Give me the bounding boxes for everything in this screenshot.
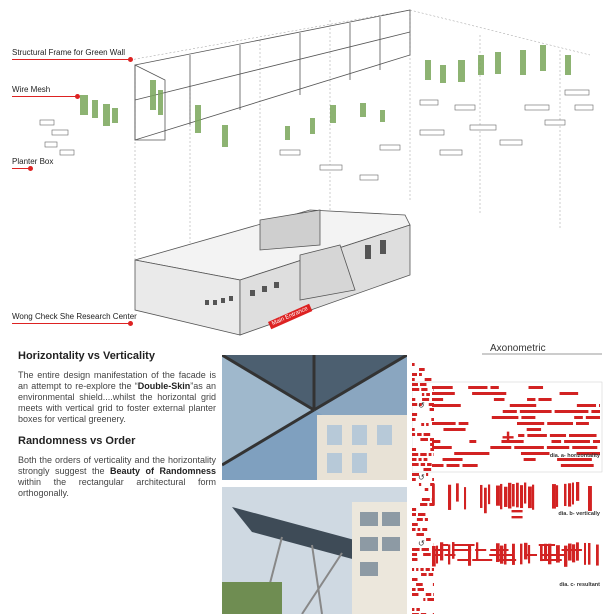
callout-dot — [75, 94, 80, 99]
pattern-bar — [412, 453, 418, 456]
pattern-bar — [564, 440, 590, 443]
pattern-bar — [432, 464, 444, 467]
pattern-bar — [457, 559, 468, 561]
pattern-bar — [412, 398, 415, 401]
pattern-bar — [584, 543, 586, 565]
callout-line — [12, 59, 130, 60]
pattern-bar — [564, 484, 566, 506]
pattern-bar — [521, 416, 535, 419]
pattern-bar — [539, 544, 555, 546]
pattern-bar — [447, 464, 460, 467]
pattern-bar — [544, 544, 547, 560]
equals-sign: = — [510, 502, 524, 527]
pattern-bar — [430, 483, 434, 486]
para1-text-b: ”as an environmental shield....whilst the horizontal grid meets with vertical grid to foster external planter boxes for vertical greenery. — [18, 381, 216, 424]
pattern-bar — [412, 378, 415, 381]
pattern-bar — [568, 483, 571, 506]
pattern-bar — [452, 544, 474, 546]
pattern-bar — [433, 583, 434, 586]
skylight-illustration — [222, 355, 407, 480]
callout-dot — [128, 321, 133, 326]
pattern-bar — [572, 483, 574, 505]
pattern-bar — [588, 486, 592, 511]
pattern-bar — [426, 568, 430, 571]
pattern-bar — [417, 518, 423, 521]
pattern-bar — [429, 503, 434, 506]
diagram-a-horizontality — [412, 382, 602, 472]
pattern-bar — [418, 513, 425, 516]
caption-c: dia. c- resultant — [559, 582, 600, 588]
pattern-bar — [430, 443, 434, 446]
pattern-bar — [454, 452, 489, 455]
pattern-bar — [468, 544, 471, 566]
photo-skylight-canopy — [222, 355, 407, 480]
pattern-bar — [588, 543, 590, 565]
pattern-bar — [422, 548, 429, 551]
label-wire-mesh: Wire Mesh — [12, 85, 51, 94]
pattern-bar — [430, 438, 434, 441]
pattern-bar — [416, 608, 419, 611]
pattern-bar — [490, 549, 508, 551]
pattern-bar — [517, 422, 544, 425]
pattern-bar — [541, 554, 566, 556]
pattern-bar — [496, 559, 516, 561]
pattern-bar — [492, 416, 519, 419]
pattern-bar — [412, 413, 417, 416]
pattern-bar — [419, 483, 421, 486]
pattern-bar — [420, 568, 423, 571]
pattern-bar — [550, 434, 566, 437]
pattern-bar — [527, 434, 547, 437]
pattern-bar — [475, 549, 486, 551]
pattern-bar — [527, 428, 541, 431]
pattern-bar — [420, 438, 428, 441]
pattern-bar — [425, 518, 428, 521]
pattern-bar — [576, 542, 579, 560]
pattern-bar — [433, 593, 434, 596]
pattern-bar — [524, 483, 526, 504]
pattern-bar — [421, 463, 425, 466]
pattern-bar — [412, 593, 418, 596]
pattern-bar — [500, 484, 502, 509]
para1-text-a: The entire design manifestation of the facade is an attempt to re-explore the “ — [18, 370, 216, 391]
pattern-bar — [412, 383, 418, 386]
pattern-bar — [596, 545, 599, 566]
pattern-bar — [412, 553, 417, 556]
pattern-bar — [528, 487, 532, 509]
pattern-bar — [430, 408, 434, 411]
paragraph-randomness — [18, 455, 216, 499]
pattern-bar — [538, 398, 551, 401]
pattern-bar — [423, 553, 431, 556]
pattern-bar — [423, 468, 431, 471]
pattern-bar — [556, 485, 558, 507]
pattern-bar — [552, 440, 562, 443]
pattern-bar — [416, 583, 423, 586]
pattern-bar — [424, 433, 431, 436]
pattern-bar — [540, 545, 543, 561]
pattern-bar — [412, 568, 414, 571]
pattern-bar — [547, 446, 569, 449]
pattern-bar — [432, 398, 443, 401]
pattern-bar — [426, 393, 430, 396]
pattern-bar — [503, 410, 517, 413]
pattern-bar — [423, 598, 425, 601]
pattern-bar — [420, 383, 427, 386]
pattern-bar — [412, 588, 416, 591]
facade-diagram-panel — [412, 342, 605, 614]
pattern-bar — [412, 403, 417, 406]
pattern-bar — [429, 573, 434, 576]
canopy-illustration — [222, 487, 407, 614]
pattern-bar — [472, 392, 506, 395]
pattern-bar — [432, 498, 434, 501]
pattern-bar — [488, 484, 490, 504]
pattern-bar — [421, 388, 427, 391]
paragraph-double-skin — [18, 370, 216, 425]
pattern-bar — [521, 452, 550, 455]
pattern-bar — [524, 458, 536, 461]
pattern-bar — [552, 484, 556, 509]
pattern-bar — [529, 386, 544, 389]
pattern-bar — [586, 416, 600, 419]
pattern-bar — [593, 440, 600, 443]
pattern-bar — [456, 483, 459, 501]
pattern-bar — [452, 549, 471, 551]
pattern-bar — [412, 388, 419, 391]
pattern-bar — [419, 373, 422, 376]
pattern-bar — [412, 373, 417, 376]
pattern-bar — [426, 538, 431, 541]
pattern-bar — [443, 428, 465, 431]
pattern-bar — [432, 568, 434, 571]
pattern-bar — [469, 440, 476, 443]
pattern-bar — [418, 588, 424, 591]
pattern-bar — [412, 428, 415, 431]
pattern-bar — [421, 573, 427, 576]
pattern-bar — [424, 458, 428, 461]
pattern-bar — [440, 542, 443, 560]
pattern-bar — [416, 533, 424, 536]
para2-bold: Beauty of Randomness — [110, 466, 216, 476]
pattern-bar — [421, 423, 424, 426]
pattern-bar — [520, 410, 552, 413]
pattern-bar — [520, 544, 522, 565]
pattern-bar — [547, 422, 573, 425]
pattern-bar — [419, 368, 425, 371]
pattern-bar — [412, 478, 416, 481]
pattern-bar — [510, 404, 536, 407]
pattern-bar — [429, 403, 434, 406]
pattern-bar — [576, 422, 589, 425]
pattern-bar — [514, 446, 544, 449]
pattern-bar — [443, 544, 448, 546]
pattern-bar — [422, 498, 430, 501]
pattern-bar — [432, 484, 435, 506]
para2-text-b: within the rectangular architectural form orthogonally. — [18, 477, 216, 498]
pattern-bar — [443, 458, 463, 461]
pattern-bar — [412, 548, 420, 551]
pattern-bar — [572, 544, 575, 562]
pattern-bar — [430, 448, 434, 451]
diagram-arrow-icon: ↺ — [418, 539, 425, 548]
pattern-bar — [425, 488, 429, 491]
para2-text-a: Both the orders of verticality and the horizontality strongly suggest the — [18, 455, 216, 476]
pattern-bar — [412, 463, 419, 466]
pattern-bar — [426, 473, 428, 476]
pattern-bar — [412, 433, 415, 436]
pattern-bar — [432, 446, 452, 449]
pattern-bar — [420, 503, 427, 506]
main-entrance-label: Main Entrance — [268, 304, 312, 329]
pattern-bar — [489, 554, 512, 556]
caption-a: dia. a- horizontality — [549, 453, 600, 459]
pattern-bar — [419, 458, 422, 461]
pattern-bar — [412, 508, 416, 511]
pattern-bar — [432, 478, 434, 481]
callout-dot — [28, 166, 33, 171]
pattern-bar — [432, 386, 453, 389]
pattern-bar — [518, 434, 524, 437]
pattern-bar — [524, 543, 527, 560]
pattern-bar — [427, 463, 432, 466]
pattern-bar — [532, 485, 534, 510]
pattern-bar — [426, 593, 431, 596]
pattern-bar — [432, 404, 461, 407]
pattern-bar — [568, 544, 572, 561]
pattern-bar — [527, 398, 535, 401]
pattern-bar — [420, 453, 426, 456]
pattern-bar — [418, 528, 421, 531]
para1-bold: Double-Skin — [137, 381, 191, 391]
pattern-bar — [480, 485, 482, 508]
label-research-center: Wong Check She Research Center — [12, 312, 137, 321]
pattern-bar — [417, 433, 421, 436]
pattern-bar — [412, 523, 418, 526]
pattern-bar — [577, 404, 596, 407]
pattern-bar — [484, 488, 487, 514]
pattern-bar — [412, 513, 416, 516]
photo-canopy-structure — [222, 487, 407, 614]
diagram-title: Axonometric — [490, 343, 546, 354]
pattern-bar — [496, 486, 500, 506]
pattern-bar — [574, 416, 583, 419]
diagram-c-resultant — [432, 542, 600, 588]
pattern-bar — [412, 363, 415, 366]
diagram-arrow-icon: ↺ — [418, 401, 425, 410]
pattern-bar — [564, 546, 567, 567]
pattern-bar — [591, 410, 600, 413]
diagram-b-verticality — [432, 482, 601, 527]
pattern-bar — [412, 558, 417, 561]
pattern-bar — [427, 598, 434, 601]
pattern-bar — [560, 392, 579, 395]
pattern-bar — [422, 528, 427, 531]
pattern-bar — [472, 559, 492, 561]
heading-horizontality: Horizontality vs Verticality — [18, 350, 155, 362]
callout-line — [12, 96, 77, 97]
pattern-bar — [412, 458, 417, 461]
pattern-bar — [412, 528, 416, 531]
pattern-bar — [422, 393, 424, 396]
pattern-bar — [569, 434, 597, 437]
pattern-bar — [494, 398, 505, 401]
pattern-bar — [433, 453, 434, 456]
pattern-bar — [576, 482, 579, 501]
pattern-bar — [599, 404, 600, 407]
pattern-bar — [448, 485, 451, 510]
label-structural-frame: Structural Frame for Green Wall — [12, 48, 126, 57]
pattern-bar — [426, 423, 428, 426]
caption-b: dia. b- vertically — [558, 511, 600, 517]
pattern-bar — [432, 554, 441, 556]
pattern-bar — [464, 487, 466, 509]
pattern-bar — [555, 410, 589, 413]
heading-randomness: Randomness vs Order — [18, 435, 136, 447]
pattern-bar — [561, 464, 594, 467]
pattern-bar — [412, 608, 414, 611]
callout-dot — [128, 57, 133, 62]
pattern-bar — [468, 386, 487, 389]
pattern-bar — [432, 422, 456, 425]
pattern-bar — [445, 554, 456, 556]
pattern-bar — [572, 446, 597, 449]
pattern-bar — [429, 453, 432, 456]
pattern-bar — [412, 448, 416, 451]
pattern-bar — [425, 378, 432, 381]
pattern-bar — [432, 549, 448, 551]
pattern-bar — [412, 578, 417, 581]
pattern-bar — [490, 386, 498, 389]
pattern-bar — [562, 549, 582, 551]
pattern-bar — [504, 487, 507, 507]
pattern-bar — [431, 418, 434, 421]
pattern-bar — [459, 422, 469, 425]
plus-sign: + — [501, 425, 515, 450]
description-column — [18, 350, 216, 509]
pattern-bar — [432, 392, 455, 395]
pattern-bar — [541, 559, 562, 561]
pattern-bar — [463, 464, 478, 467]
pattern-bar — [526, 554, 537, 556]
diagram-arrow-icon: ↺ — [418, 473, 425, 482]
pattern-bar — [416, 568, 418, 571]
label-planter-box: Planter Box — [12, 157, 54, 166]
pattern-bar — [412, 418, 416, 421]
callout-line — [12, 323, 130, 324]
